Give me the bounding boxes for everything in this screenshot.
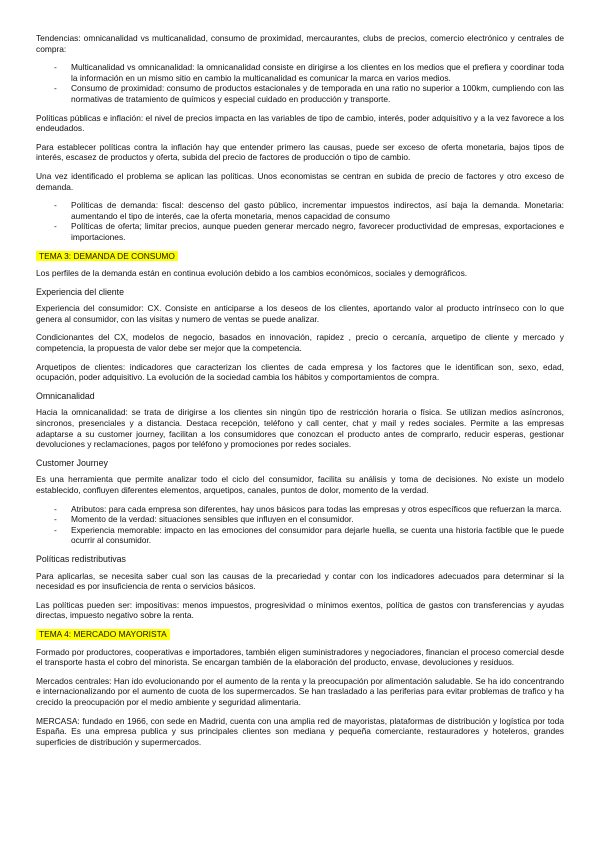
paragraph-establecer: Para establecer políticas contra la inflación hay que entender primero las causas, puede ser exceso de oferta monetaria, bajos tipos de interés, escasez de productos y oferta, subida del precio de factores de producción o tipo de cambio. [36,141,564,163]
paragraph-aplicarlas: Para aplicarlas, se necesita saber cual son las causas de la precariedad y contar con los indicadores adecuados para determinar si la necesidad es por insuficiencia de renta o servicios básicos. [36,570,564,592]
subheading-customer-journey: Customer Journey [36,457,108,468]
paragraph-tendencias: Tendencias: omnicanalidad vs multicanalidad, consumo de proximidad, mercaurantes, clubs de precios, comercio electrónico y centrales de compra: [36,33,564,54]
paragraph-mercados-centrales: Mercados centrales: Han ido evolucionando por el aumento de la renta y la preocupación por alimentación saludable. Se ha ido concentrando e internacionalizando por el aumento de cuota de los supermercados. Se han trasladado a las periferias para evitar problemas de trafico y ha crecido la preocupación por el medio ambiente y seguridad alimentaria. [36,675,564,707]
list-item: - Políticas de oferta; limitar precios, aunque pueden generar mercado negro, favorecer productividad de empresas, exportaciones e importaciones. [54,221,564,242]
list-item: - Momento de la verdad: situaciones sensibles que influyen en el consumidor. [54,514,564,525]
paragraph-una-vez: Una vez identificado el problema se aplican las políticas. Unos economistas se centran en subida de precio de factores y otro exceso de demanda. [36,170,564,192]
tendencias-list [36,62,564,104]
paragraph-formado: Formado por productores, cooperativas e importadores, también eligen suministradores y negociadores, financian el proceso comercial desde el transporte hasta el cobro del minorista. Se encargan también de la elaboración del producto, envase, devoluciones y residuos. [36,646,564,668]
paragraph-condicionantes: Condicionantes del CX, modelos de negocio, basados en innovación, rapidez , precio o cercanía, arquetipo de cliente y mercado y competencia, la propuesta de valor debe ser mejor que la competencia. [36,332,564,354]
paragraph-arquetipos: Arquetipos de clientes: indicadores que caracterizan los clientes de cada empresa y los factores que le identifican son, sexo, edad, ocupación, poder adquisitivo. La evolución de la sociedad cambia los hábitos y comportamientos de compra. [36,361,564,383]
list-item: - Experiencia memorable: impacto en las emociones del consumidor para dejarle huella, se cuenta una historia factible que le puede ocurrir al consumidor. [54,525,564,546]
subheading-experiencia: Experiencia del cliente [36,286,125,297]
paragraph-perfiles: Los perfiles de la demanda están en continua evolución debido a los cambios económicos, sociales y demográficos. [36,268,468,279]
list-item: - Políticas de demanda: fiscal: descenso del gasto público, incrementar impuestos indirectos, así baja la demanda. Monetaria: aumentando el tipo de interés, cae la oferta monetaria, menos capacidad de consumo [54,200,564,221]
paragraph-mercasa: MERCASA: fundado en 1966, con sede en Madrid, cuenta con una amplia red de mayoristas, plataformas de distribución y logística por toda España. Es una empresa publica y sus principales clientes son mediana y pequeña comerciante, restauradores y hoteleros, grandes superficies de distribución y supermercados. [36,715,564,747]
tema4-heading: TEMA 4: MERCADO MAYORISTA [36,629,170,640]
list-item: - Atributos: para cada empresa son diferentes, hay unos básicos para todas las empresas y otros específicos que refuerzan la marca. [54,504,564,515]
list-item: - Consumo de proximidad: consumo de productos estacionales y de temporada en una ratio no superior a 100km, cumpliendo con las normativas de tratamiento de químicos y especial cuidado en producción y transporte. [54,83,564,104]
paragraph-politicas-publicas: Políticas públicas e inflación: el nivel de precios impacta en las variables de tipo de cambio, interés, poder adquisitivo y a la vez favorece a los endeudados. [36,112,564,134]
paragraph-pueden-ser: Las políticas pueden ser: impositivas: menos impuestos, progresividad o mínimos exentos, política de gastos con transferencias y ayudas directas, impuesto negativo sobre la renta. [36,599,564,621]
journey-list [36,504,564,546]
paragraph-experiencia: Experiencia del consumidor: CX. Consiste en anticiparse a los deseos de los clientes, aportando valor al producto intrínseco con lo que genera al consumidor, con las visitas y numero de ventas se puede analizar. [36,303,564,324]
paragraph-omnicanalidad: Hacia la omnicanalidad: se trata de dirigirse a los clientes sin ningún tipo de restricción horaria o física. Se utilizan medios asíncronos, sincronos, presenciales y a distancia. Destaca recepción, teléfono y call center, chat y mail y redes sociales. Permite a las empresas adaptarse a su customer journey, facilitan a los consumidores que conozcan el producto antes de comprarlo, reducir esperas, gestionar devoluciones y reclamaciones, pagos por teléfono y promociones por redes sociales. [36,407,564,450]
list-item: - Multicanalidad vs omnicanalidad: la omnicanalidad consiste en dirigirse a los clientes en los medios que el prefiera y coordinar toda la información en un mismo sitio en cambio la multicanalidad es comunicar la marca en varios medios. [54,62,564,83]
politicas-list [36,200,564,242]
subheading-redistributivas: Políticas redistributivas [36,553,126,564]
subheading-omnicanalidad: Omnicanalidad [36,390,95,401]
paragraph-customer-journey: Es una herramienta que permite analizar todo el ciclo del consumidor, facilita su análisis y toma de decisiones. No existe un modelo establecido, confluyen diferentes elementos, arquetipos, canales, puntos de dolor, momento de la verdad. [36,474,564,495]
tema3-heading: TEMA 3: DEMANDA DE CONSUMO [36,251,178,262]
